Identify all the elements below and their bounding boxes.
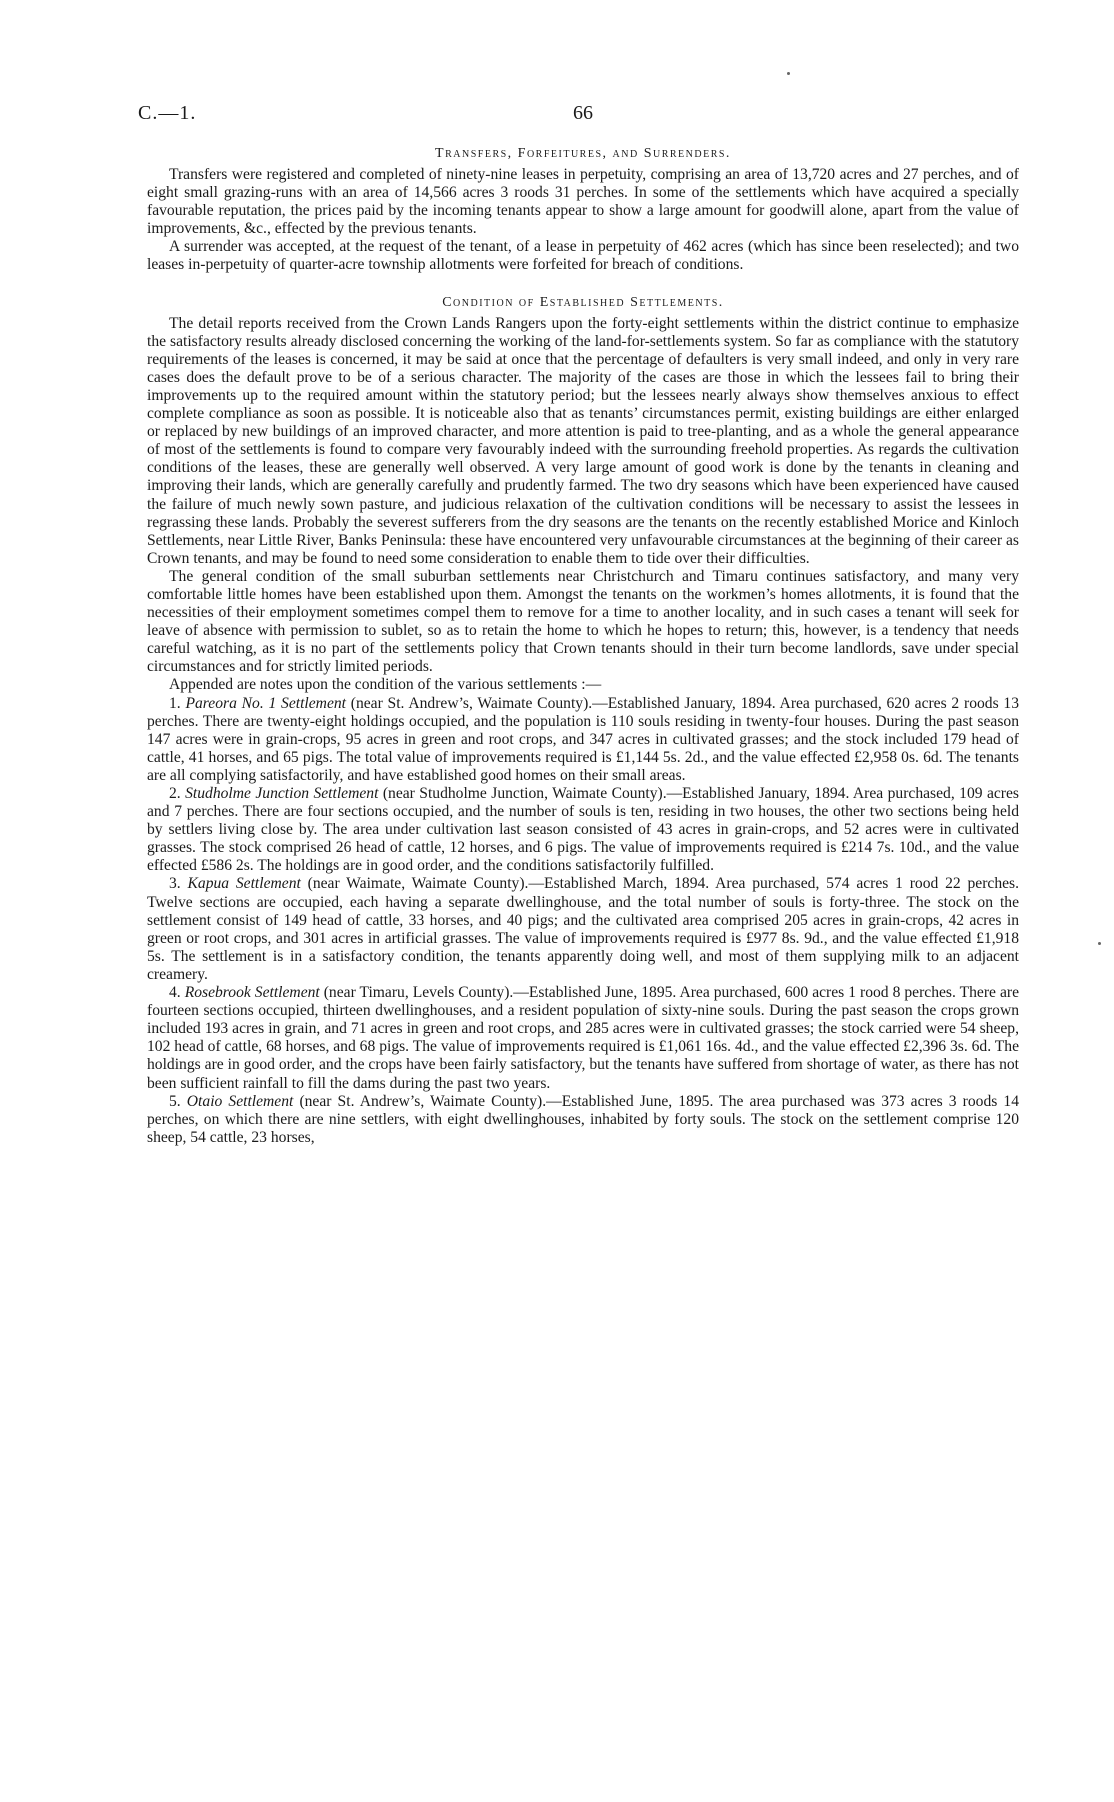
settlement-name: Otaio Settlement — [186, 1092, 294, 1110]
document-page — [138, 92, 1020, 1147]
paragraph-text: Appended are notes upon the condition of the various settlements :— — [169, 676, 602, 694]
settlement-entry — [147, 875, 1019, 984]
paragraph — [147, 166, 1019, 238]
stray-mark — [787, 72, 790, 75]
paragraph-text: (near St. Andrew’s, Waimate County).—Established January, 1894. Area purchased, 620 acres 2 roods 13 perches. There are twenty-eight holdings occupied, and the population is 110 souls residing in twenty-four houses. During the past season 147 acres were in grain-crops, 95 acres in green and root crops, and 347 acres in cultivated grasses; and the stock included 179 head of cattle, 41 horses, and 65 pigs. The total value of improvements required is £1,144 5s. 2d., and the value effected £2,958 0s. 6d. The tenants are all complying satisfactorily, and have established good homes on their small areas. — [147, 694, 1020, 784]
page-id: C.—1. — [138, 102, 197, 124]
paragraph-text: (near Studholme Junction, Waimate County).—Established January, 1894. Area purchased, 109 acres and 7 perches. There are four sections occupied, and the number of souls is ten, residing in two houses, the other two sections being held by settlers living close by. The area under cultivation last season consisted of 43 acres in grain-crops, and 52 acres were in cultivated grasses. The stock comprised 26 head of cattle, 12 horses, and 6 pigs. The value of improvements required is £214 7s. 10d., and the value effected £586 2s. The holdings are in good order, and the conditions satisfactorily fulfilled. — [147, 785, 1019, 875]
paragraph — [147, 315, 1019, 568]
entry-number: 3. — [169, 875, 188, 893]
paragraph — [147, 238, 1019, 274]
section-body — [147, 315, 1019, 1147]
settlement-entry — [147, 695, 1019, 785]
paragraph-text: (near Timaru, Levels County).—Established June, 1895. Area purchased, 600 acres 1 rood 8 perches. There are fourteen sections occupied, thirteen dwellinghouses, and a resident population of sixty-nine souls. During the past season the crops grown included 193 acres in grain, and 71 acres in green and root crops, and 285 acres were in cultivated grasses; the stock carried were 54 sheep, 102 head of cattle, 68 horses, and 68 pigs. The value of improvements required is £1,061 16s. 4d., and the value effected £2,396 3s. 6d. The holdings are in good order, and the crops have been fairly satisfactory, but the tenants have suffered from shortage of water, as there has not been sufficient rainfall to fill the dams during the past two years. — [147, 984, 1019, 1092]
stray-mark — [1098, 942, 1101, 945]
section-heading: Condition of Established Settlements. — [442, 294, 724, 310]
entry-number: 4. — [169, 984, 185, 1002]
paragraph-text: The general condition of the small suburban settlements near Christchurch and Timaru continues satisfactory, and many very comfortable little homes have been established upon them. Amongst the tenants on the workmen’s homes allotments, it is found that the necessities of their employment sometimes compel them to remove for a time to another locality, and in such cases a tenant will seek for leave of absence with permission to sublet, so as to retain the home to which he hopes to return; this, however, is a tendency that needs careful watching, as it is no part of the settlements policy that Crown tenants should in their turn become landlords, save under special circumstances and for strictly limited periods. — [147, 567, 1019, 676]
section-heading: Transfers, Forfeitures, and Surrenders. — [435, 146, 731, 161]
paragraph-text: The detail reports received from the Crown Lands Rangers upon the forty-eight settlements within the district continue to emphasize the satisfactory results already disclosed concerning the working of the land-for-settlements system. So far as compliance with the statutory requirements of the leases is concerned, it may be said at once that the percentage of defaulters is very small indeed, and only in very rare cases does the default prove to be of a serious character. The majority of the cases are those in which the lessees fail to bring their improvements up to the required amount within the statutory period; but the lessees nearly always show themselves anxious to effect complete compliance as soon as possible. It is noticeable also that as tenants’ circumstances permit, existing buildings are either enlarged or replaced by new buildings of an improved character, and more attention is paid to tree-planting, and as a whole the general appearance of most of the settlements is found to compare very favourably indeed with the surrounding freehold properties. As regards the cultivation conditions of the leases, these are generally well observed. A very large amount of good work is done by the tenants in cleaning and improving their lands, which are generally carefully and prudently farmed. The two dry seasons which have been experienced have caused the failure of much newly sown pasture, and judicious relaxation of the cultivation conditions will be necessary to assist the lessees in regrassing these lands. Probably the severest sufferers from the dry seasons are the tenants on the recently established Morice and Kinloch Settlements, near Little River, Banks Peninsula: these have encountered very unfavourable circumstances at the beginning of their career as Crown tenants, and may be found to need some consideration to enable them to tide over their difficulties. — [147, 314, 1019, 567]
page-number: 66 — [573, 102, 593, 124]
settlement-name: Kapua Settlement — [187, 875, 301, 893]
settlement-name: Studholme Junction Settlement — [185, 785, 379, 802]
paragraph-text: Transfers were registered and completed of ninety-nine leases in perpetuity, comprising an area of 13,720 acres and 27 perches, and of eight small grazing-runs with an area of 14,566 acres 3 roods 31 perches. In some of the settlements which have acquired a specially favourable reputation, the prices paid by the incoming tenants appear to show a large amount for goodwill alone, apart from the value of improvements, &c., effected by the previous tenants. — [147, 166, 1019, 238]
paragraph-text: (near St. Andrew’s, Waimate County).—Established June, 1895. The area purchased was 373 acres 3 roods 14 perches, on which there are nine settlers, with eight dwellinghouses, inhabited by forty souls. The stock on the settlement comprise 120 sheep, 54 cattle, 23 horses, — [147, 1092, 1020, 1146]
settlement-name: Rosebrook Settlement — [184, 984, 320, 1002]
section-body — [147, 166, 1019, 275]
settlement-entry — [147, 984, 1019, 1093]
settlement-entry — [147, 1093, 1019, 1147]
page-header — [138, 92, 1019, 132]
paragraph-text: (near Waimate, Waimate County).—Established March, 1894. Area purchased, 574 acres 1 rood 22 perches. Twelve sections are occupied, each having a separate dwellinghouse, and the total number of souls is forty-three. The stock on the settlement consist of 149 head of cattle, 33 horses, and 40 pigs; and the cultivated area comprised 205 acres in grain-crops, 42 acres in green or root crops, and 301 acres in artificial grasses. The value of improvements required is £977 8s. 9d., and the value effected £1,918 5s. The settlement is in a satisfactory condition, the tenants apparently doing well, and most of them supplying milk to an adjacent creamery. — [147, 875, 1020, 983]
settlement-entry — [147, 785, 1019, 875]
paragraph — [147, 568, 1019, 677]
entry-number: 2. — [169, 785, 186, 802]
paragraph — [147, 676, 1019, 694]
settlement-name: Pareora No. 1 Settlement — [185, 694, 346, 712]
paragraph-text: A surrender was accepted, at the request of the tenant, of a lease in perpetuity of 462 acres (which has since been reselected); and two leases in-perpetuity of quarter-acre township allotments were forfeited for breach of conditions. — [147, 238, 1019, 274]
entry-number: 1. — [169, 694, 186, 712]
entry-number: 5. — [169, 1092, 187, 1110]
